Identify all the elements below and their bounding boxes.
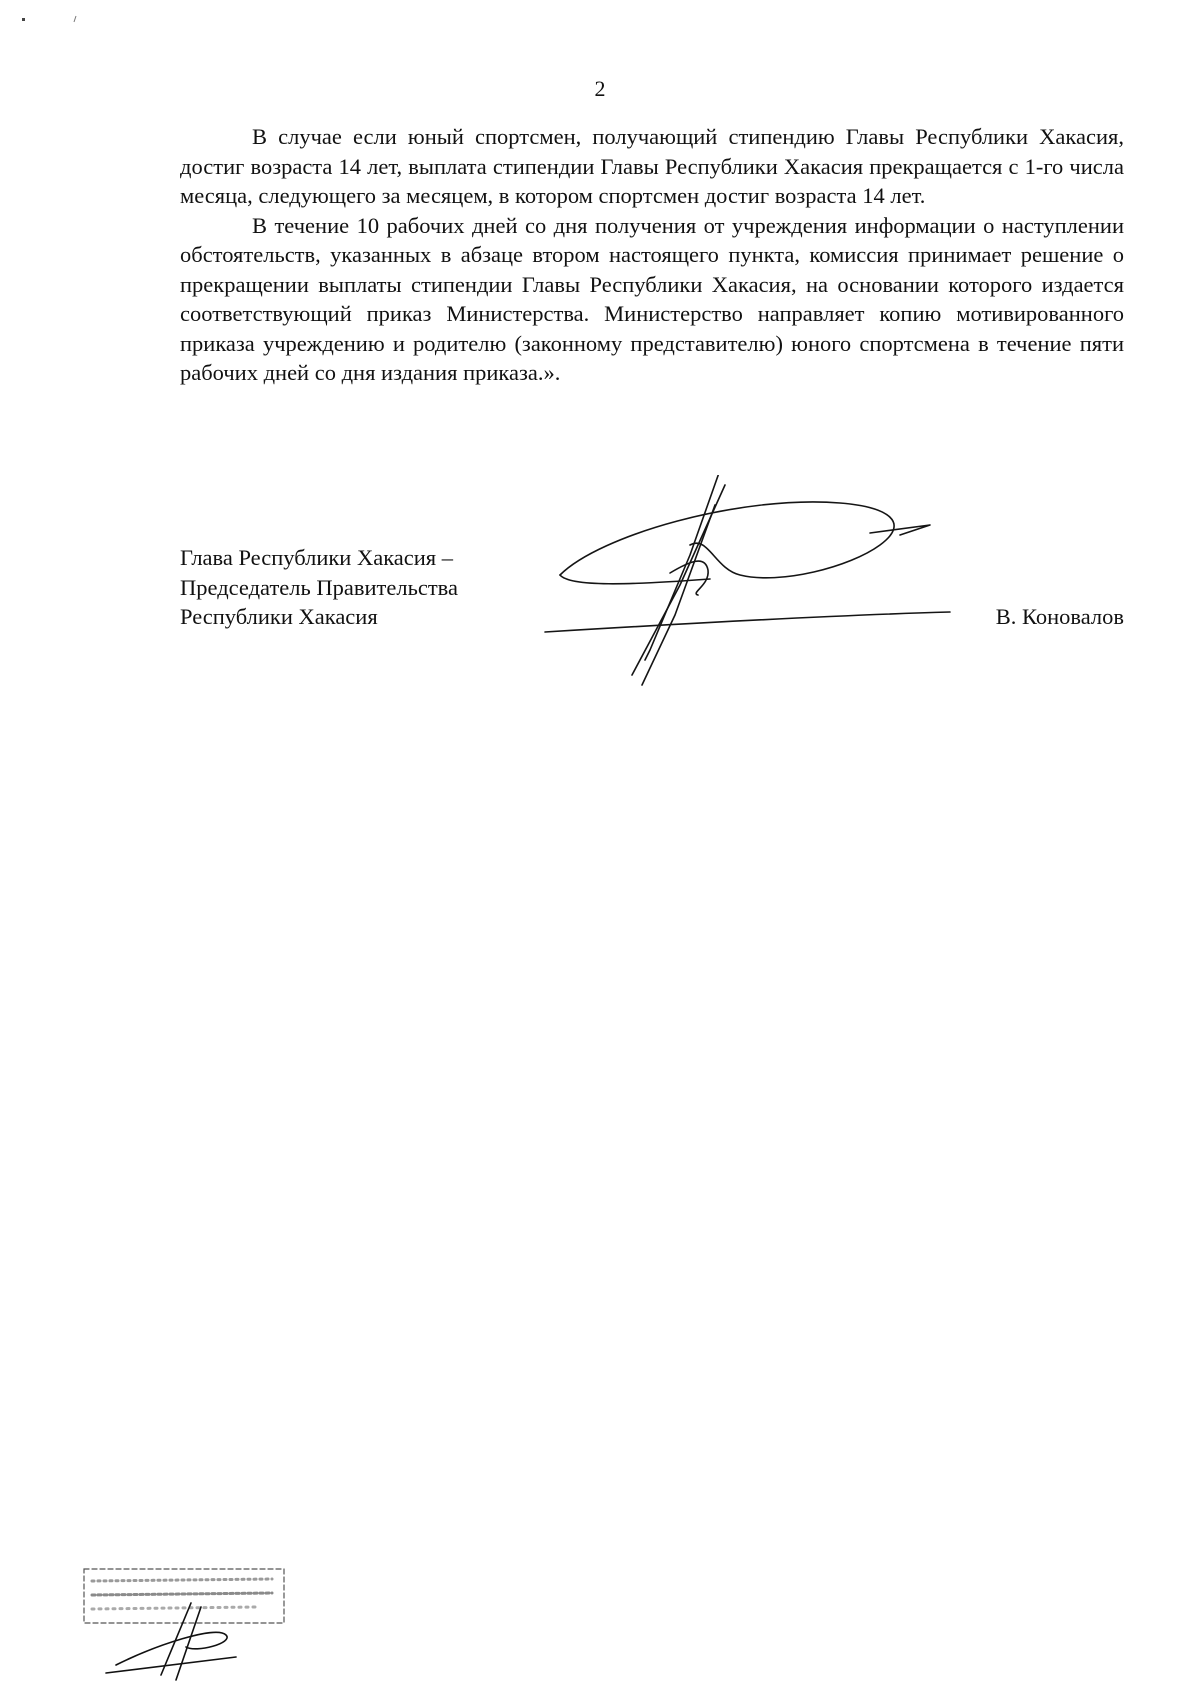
document-body [180, 122, 1124, 388]
signatory-title-line: Глава Республики Хакасия – [180, 545, 454, 570]
signatory-title-line: Председатель Правительства [180, 574, 458, 600]
paragraph-age-limit: В случае если юный спортсмен, получающий стипендию Главы Республики Хакасия, достиг возраста 14 лет, выплата стипендии Главы Республики Хакасия прекращается с 1-го числа месяца, следующего за месяцем, в котором спортсмен достиг возраста 14 лет. [180, 124, 1124, 208]
signatory-title-line: Республики Хакасия [180, 604, 378, 629]
handwritten-signature-icon [540, 475, 960, 705]
signatory-name: В. Коновалов [995, 604, 1124, 629]
approval-stamp-icon [76, 1555, 296, 1685]
scan-artifact-marks [18, 14, 98, 24]
signatory-title [180, 543, 458, 632]
page-number: 2 [594, 76, 606, 101]
paragraph-commission-decision: В течение 10 рабочих дней со дня получения от учреждения информации о наступлении обстоятельств, указанных в абзаце втором настоящего пункта, комиссия принимает решение о прекращении выплаты стипендии Главы Республики Хакасия, на основании которого издается соответствующий приказ Министерства. Министерство направляет копию мотивированного приказа учреждению и родителю (законному представителю) юного спортсмена в течение пяти рабочих дней со дня издания приказа.». [180, 212, 1124, 385]
